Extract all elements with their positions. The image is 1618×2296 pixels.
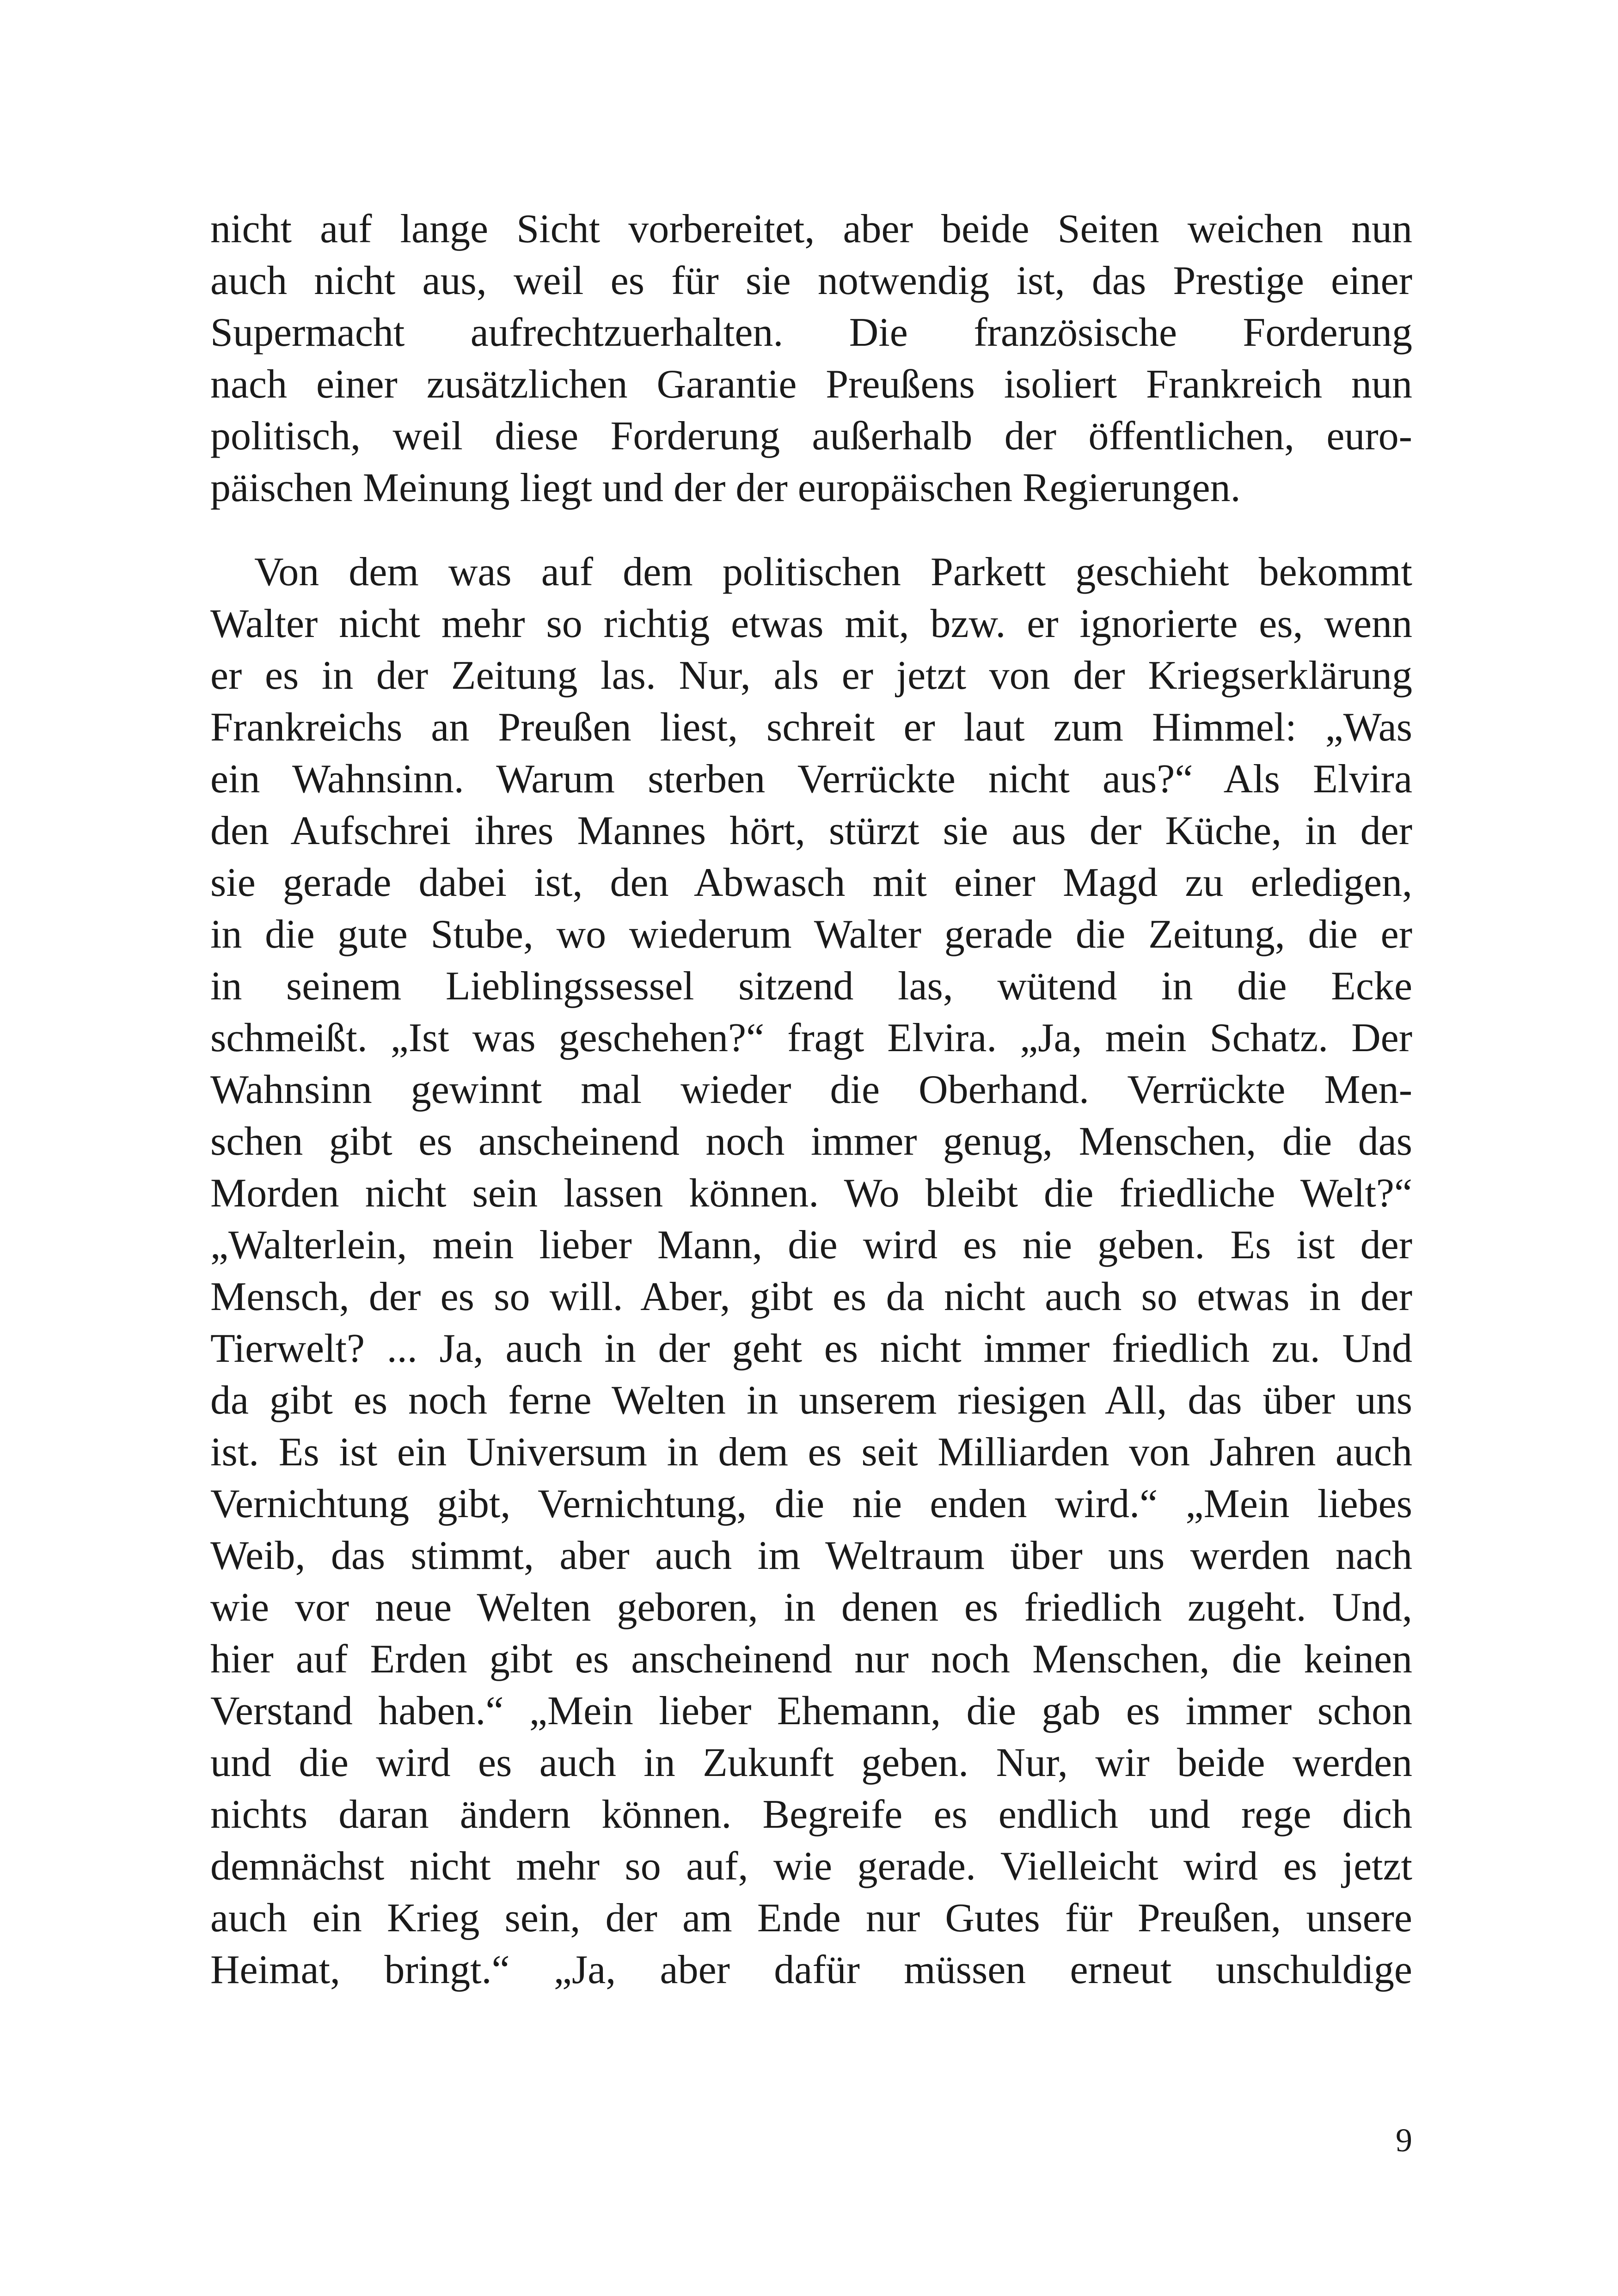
text-line: päischen Meinung liegt und der der europäischen Regierungen. (210, 465, 1241, 510)
text-line: er es in der Zeitung las. Nur, als er jetzt von der Kriegserklärung (210, 653, 1412, 698)
text-line: Heimat, bringt.“ „Ja, aber dafür müssen erneut unschuldige (210, 1947, 1412, 1992)
text-line: nicht auf lange Sicht vorbereitet, aber beide Seiten weichen nun (210, 207, 1412, 251)
paragraph-2 (210, 546, 1412, 2048)
text-line: Morden nicht sein lassen können. Wo bleibt die friedliche Welt?“ (210, 1171, 1412, 1216)
page-number: 9 (1396, 2122, 1412, 2159)
text-line: nach einer zusätzlichen Garantie Preußens isoliert Frankreich nun (210, 362, 1412, 407)
text-line: Weib, das stimmt, aber auch im Weltraum über uns werden nach (210, 1533, 1412, 1578)
text-line: Mensch, der es so will. Aber, gibt es da nicht auch so etwas in der (210, 1274, 1412, 1319)
text-line: Supermacht aufrechtzuerhalten. Die französische Forderung (210, 310, 1412, 355)
text-line: da gibt es noch ferne Welten in unserem riesigen All, das über uns (210, 1378, 1412, 1423)
text-line: ein Wahnsinn. Warum sterben Verrückte nicht aus?“ Als Elvira (210, 757, 1412, 802)
text-line: Tierwelt? ... Ja, auch in der geht es nicht immer friedlich zu. Und (210, 1326, 1412, 1371)
text-line: nichts daran ändern können. Begreife es endlich und rege dich (210, 1792, 1412, 1837)
paragraph-1 (210, 203, 1412, 514)
text-line: auch ein Krieg sein, der am Ende nur Gutes für Preußen, unsere (210, 1896, 1412, 1941)
text-line: Frankreichs an Preußen liest, schreit er laut zum Himmel: „Was (210, 705, 1412, 750)
text-line: Verstand haben.“ „Mein lieber Ehemann, die gab es immer schon (210, 1689, 1412, 1733)
text-line: und die wird es auch in Zukunft geben. Nur, wir beide werden (210, 1740, 1412, 1785)
text-line: auch nicht aus, weil es für sie notwendig ist, das Prestige einer (210, 258, 1412, 303)
text-line: Walter nicht mehr so richtig etwas mit, bzw. er ignorierte es, wenn (210, 601, 1412, 646)
text-line (210, 1996, 1412, 2048)
text-line: wie vor neue Welten geboren, in denen es friedlich zugeht. Und, (210, 1585, 1412, 1630)
text-line: den Aufschrei ihres Mannes hört, stürzt sie aus der Küche, in der (210, 808, 1412, 853)
text-line: Wahnsinn gewinnt mal wieder die Oberhand. Verrückte Men- (210, 1067, 1412, 1112)
text-line: Von dem was auf dem politischen Parkett geschieht bekommt (254, 550, 1412, 594)
text-line: „Walterlein, mein lieber Mann, die wird es nie geben. Es ist der (210, 1223, 1412, 1267)
text-line: schen gibt es anscheinend noch immer genug, Menschen, die das (210, 1119, 1412, 1164)
text-line: Vernichtung gibt, Vernichtung, die nie enden wird.“ „Mein liebes (210, 1482, 1412, 1526)
text-line: politisch, weil diese Forderung außerhalb der öffentlichen, euro- (210, 414, 1412, 459)
text-line: hier auf Erden gibt es anscheinend nur noch Menschen, die keinen (210, 1637, 1412, 1682)
body-text (210, 203, 1412, 2048)
text-line: in die gute Stube, wo wiederum Walter gerade die Zeitung, die er (210, 912, 1412, 957)
text-line: demnächst nicht mehr so auf, wie gerade. Vielleicht wird es jetzt (210, 1844, 1412, 1889)
text-line: schmeißt. „Ist was geschehen?“ fragt Elvira. „Ja, mein Schatz. Der (210, 1016, 1412, 1060)
text-line: in seinem Lieblingssessel sitzend las, wütend in die Ecke (210, 964, 1412, 1009)
text-line: sie gerade dabei ist, den Abwasch mit einer Magd zu erledigen, (210, 860, 1412, 905)
text-line: ist. Es ist ein Universum in dem es seit Milliarden von Jahren auch (210, 1430, 1412, 1475)
